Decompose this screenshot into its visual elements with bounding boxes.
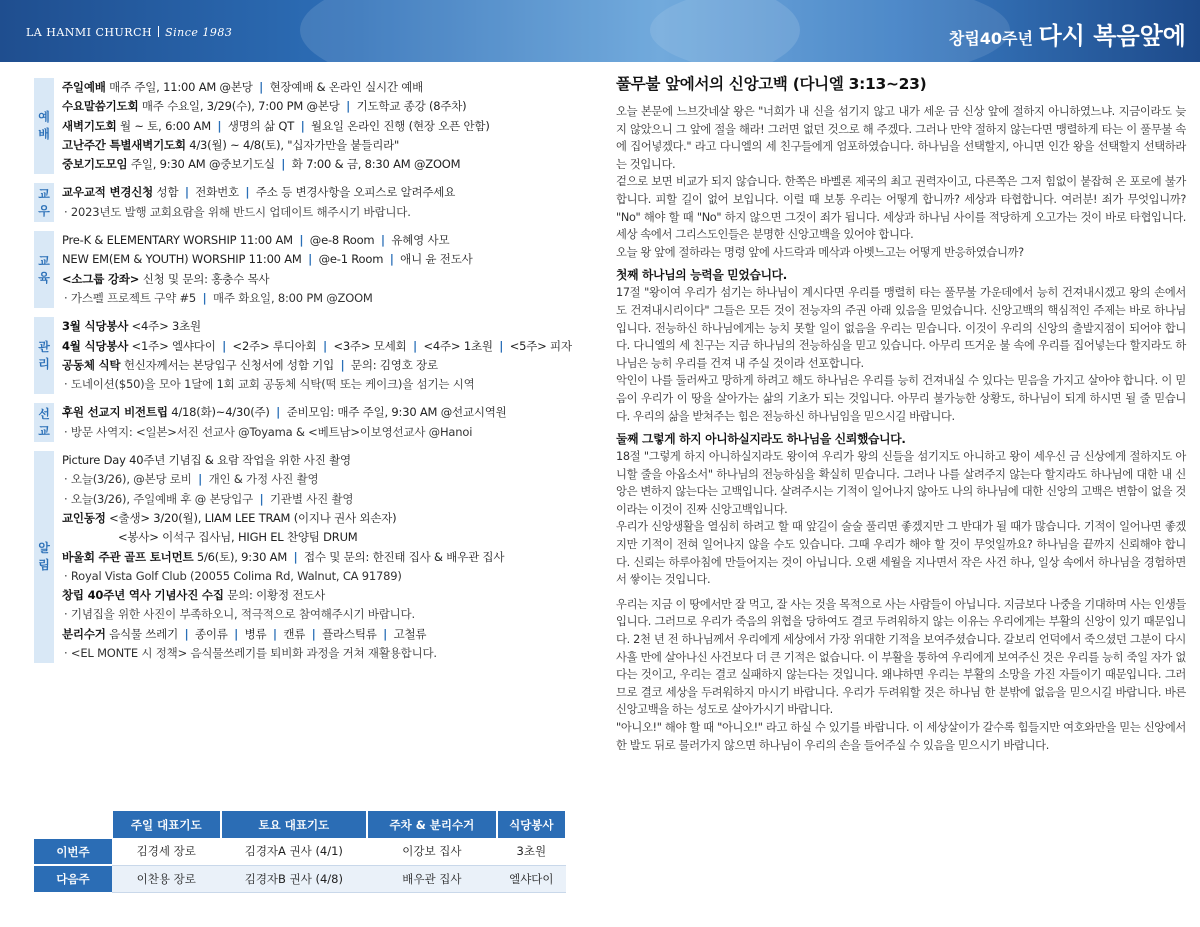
- table-header-cell: 토요 대표기도: [221, 811, 368, 838]
- label-char: 교: [38, 423, 50, 438]
- fellowship-note: · 2023년도 발행 교회요람을 위해 반드시 업데이트 해주시기 바랍니다.: [64, 204, 411, 219]
- news-note: · 오늘(3/26), @본당 로비 | 개인 & 가정 사진 촬영: [64, 472, 319, 487]
- anniversary-big: 다시 복음앞에: [1038, 22, 1186, 50]
- education-line: NEW EM(EM & YOUTH) WORSHIP 11:00 AM | @e-1 Room | 애니 윤 전도사: [62, 252, 473, 267]
- worship-line: 주일예배 매주 주일, 11:00 AM @본당 | 현장예배 & 온라인 실시간 예배: [62, 80, 424, 94]
- news-line: 교인동정 <출생> 3/20(월), LIAM LEE TRAM (이지나 권사 외손자): [62, 510, 397, 525]
- section-label-management: [34, 317, 54, 394]
- duty-table: [34, 811, 567, 893]
- news-line: Picture Day 40주년 기념집 & 요람 작업을 위한 사진 촬영: [62, 453, 351, 468]
- management-section: [34, 317, 582, 394]
- sermon-paragraph: 겉으로 보면 비교가 되지 않습니다. 한쪽은 바벨론 제국의 최고 권력자이고, 다른쪽은 그저 힘없이 붙잡혀 온 포로에 불가합니다. 피할 길이 없어 보입니다. 이럴 때 보통 우리는 어떻게 합니까? 세상과 타협합니다. 여러분! 죄가 무엇입니까? "No" 해야 할 때 "No" 하지 않으면 그것이 죄가 됩니다. 세상과 하나님 사이를 적당하게 오고가는 것이 바로 타협입니다. 세상 속에서 그리스도인들은 분명한 신앙고백을 있어야 합니다.: [616, 175, 1186, 242]
- news-body: [54, 451, 582, 663]
- worship-line: 중보기도모임 주일, 9:30 AM @중보기도실 | 화 7:00 & 금, 8:30 AM @ZOOM: [62, 157, 461, 172]
- label-char: 림: [38, 558, 50, 573]
- management-line: 4월 식당봉사 <1주> 엘샤다이 | <2주> 루디아회 | <3주> 모세회 | <4주> 1초원 | <5주> 피자: [62, 338, 572, 353]
- label-char: 교: [38, 186, 50, 201]
- sermon-paragraph: 우리는 지금 이 땅에서만 잘 먹고, 잘 사는 것을 목적으로 사는 사람들이 아닙니다. 지금보다 나중을 기대하며 사는 인생들입니다. 그러므로 우리가 죽음의 위협을 당하여도 결코 두려워하지 않는 이유는 우리에게는 부활의 신앙이 있기 때문입니다. 2천 년 전 하나님께서 우리에게 세상에서 가장 위대한 기적을 보여주셨습니다. 갈보리 언덕에서 죽으셨던 그분이 다시 사흘 만에 살아나신 사건보다 더 큰 기적은 없습니다. 이 부활을 통하여 우리에게 보여주신 것은 우리를 능히 죽일 자가 없다는 것이고, 우리는 결코 실패하지 않는다는 것입니다. 왜냐하면 우리는 부활의 소망을 가진 자들이기 때문입니다. 그러므로 결코 세상을 두려워하지 마시기 바랍니다. 우리가 두려워할 것은 하나님 한 분밖에 없음을 믿으시길 바랍니다. 바른 신앙고백을 하는 성도로 살아가시기 바랍니다.: [616, 597, 1186, 717]
- label-char: 교: [38, 253, 50, 268]
- management-line: 3월 식당봉사 <4주> 3초원: [62, 319, 201, 334]
- since-text: Since 1983: [165, 26, 233, 39]
- label-char: 선: [38, 406, 50, 421]
- sermon-paragraph: 오늘 왕 앞에 절하라는 명령 앞에 사드락과 메삭과 아벳느고는 어떻게 반응하였습니까?: [616, 245, 1024, 259]
- label-char: 배: [38, 127, 50, 142]
- table-header-cell: 주일 대표기도: [112, 811, 221, 838]
- news-note: · <EL MONTE 시 정책> 음식물쓰레기를 퇴비화 과정을 거쳐 재활용합니다.: [64, 646, 437, 661]
- news-note: · 오늘(3/26), 주일예배 후 @ 본당입구 | 기관별 사진 촬영: [64, 491, 354, 506]
- education-line: <소그룹 강좌> 신청 및 문의: 홍충수 목사: [62, 271, 270, 286]
- label-char: 리: [38, 356, 50, 371]
- news-section: [34, 451, 582, 663]
- section-label-mission: [34, 403, 54, 442]
- table-cell: 3초원: [497, 838, 566, 865]
- mission-body: [54, 403, 582, 442]
- sermon-column: [616, 72, 1186, 754]
- mission-section: [34, 403, 582, 442]
- mission-note: · 방문 사역지: <일본>서진 선교사 @Toyama & <베트남>이보영선교사 @Hanoi: [64, 424, 473, 439]
- management-note: · 도네이션($50)을 모아 1달에 1회 교회 공동체 식탁(떡 또는 케이크)을 섬기는 시역: [64, 377, 475, 392]
- sermon-paragraph: "아니오!" 해야 할 때 "아니오!" 라고 하실 수 있기를 바랍니다. 이 세상살이가 갈수록 힘들지만 여호와만을 믿는 신앙에서 한 발도 뒤로 물러가지 않으면 하나님이 우리의 손을 들어주실 수 있음을 믿으시기 바랍니다.: [616, 721, 1186, 752]
- header-banner: [0, 0, 1200, 62]
- sermon-subheading: 둘째 그렇게 하지 아니하실지라도 하나님을 신뢰했습니다.: [616, 432, 906, 447]
- worship-line: 수요말씀기도회 매주 수요일, 3/29(수), 7:00 PM @본당 | 기도학교 종강 (8주차): [62, 99, 467, 114]
- worship-section: [34, 78, 582, 174]
- table-row: [34, 865, 566, 892]
- news-line: 분리수거 음식물 쓰레기 | 종이류 | 병류 | 캔류 | 플라스틱류 | 고철류: [62, 626, 427, 641]
- news-note: · 기념집을 위한 사진이 부족하오니, 적극적으로 참여해주시기 바랍니다.: [64, 607, 415, 622]
- sermon-paragraph: 17절 "왕이여 우리가 섬기는 하나님이 계시다면 우리를 맹렬히 타는 풀무불 가운데에서 능히 건져내시겠고 왕의 손에서도 건져내시리이다" 그들은 모든 것이 전능자의 주권 아래 있음을 믿었습니다. 신앙고백의 핵심적인 주제는 바로 하나님입니다. 전능하신 하나님에게는 능치 못할 일이 없음을 우리는 믿습니다. 이것이 우리의 신앙의 출발지점이 되어야 합니다. 다니엘의 세 친구는 지금 하나님의 전능하심을 믿고 있습니다. 아무리 뜨거운 불 속에 우리를 집어넣는다 할지라도 하나님은 능히 우리를 건져 내 주실 것이라 선포합니다.: [616, 286, 1186, 370]
- table-header-cell: 주차 & 분리수거: [367, 811, 496, 838]
- announcements-column: [34, 78, 582, 672]
- sermon-subheading: 첫째 하나님의 능력을 믿었습니다.: [616, 268, 787, 283]
- church-title: LA HANMI CHURCH: [26, 26, 153, 39]
- label-char: 육: [38, 270, 50, 285]
- spacer: [616, 589, 1186, 596]
- table-cell: 엘샤다이: [497, 865, 566, 892]
- table-cell: 배우관 집사: [367, 865, 496, 892]
- education-body: [54, 231, 582, 308]
- row-label: 이번주: [34, 838, 112, 865]
- anniversary-logo: [949, 16, 1186, 51]
- education-note: · 가스펠 프로젝트 구약 #5 | 매주 화요일, 8:00 PM @ZOOM: [64, 290, 373, 305]
- church-name: [26, 26, 232, 39]
- news-line: <봉사> 이석구 집사님, HIGH EL 찬양팀 DRUM: [118, 530, 358, 545]
- fellowship-body: [54, 183, 582, 222]
- table-cell: 김경자B 권사 (4/8): [221, 865, 368, 892]
- worship-body: [54, 78, 582, 174]
- education-section: [34, 231, 582, 308]
- divider: [158, 26, 159, 37]
- management-body: [54, 317, 582, 394]
- sermon-title: 풀무불 앞에서의 신앙고백 (다니엘 3:13~23): [616, 75, 927, 93]
- section-label-education: [34, 231, 54, 308]
- fellowship-line: 교우교적 변경신청 성함 | 전화번호 | 주소 등 변경사항을 오피스로 알려주세요: [62, 185, 456, 200]
- row-label: 다음주: [34, 865, 112, 892]
- table-cell: 이강보 집사: [367, 838, 496, 865]
- section-label-fellowship: [34, 183, 54, 222]
- education-line: Pre-K & ELEMENTARY WORSHIP 11:00 AM | @e-8 Room | 유혜영 사모: [62, 233, 450, 248]
- table-corner: [34, 811, 112, 838]
- table-cell: 김경자A 권사 (4/1): [221, 838, 368, 865]
- sermon-paragraph: 오늘 본문에 느브갓네살 왕은 "너희가 내 신을 섬기지 않고 내가 세운 금 신상 앞에 절하지 아니하였느냐. 지금이라도 늦지 않았으니 그 앞에 절을 해라! 그러면 없던 것으로 해 주겠다. 그러나 만약 절하지 않는다면 맹렬하게 타는 이 풀무불 속에 집어넣겠다." 라고 다니엘의 세 친구들에게 엄포하였습니다. 하나님을 선택할지, 아니면 인간 왕을 선택할지 선택하라는 것입니다.: [616, 105, 1186, 171]
- section-label-worship: [34, 78, 54, 174]
- label-char: 예: [38, 110, 50, 125]
- table-cell: 김경세 장로: [112, 838, 221, 865]
- duty-table-header: [34, 811, 566, 838]
- anniversary-small: 창립40주년: [948, 29, 1033, 48]
- mission-line: 후원 선교지 비전트립 4/18(화)~4/30(주) | 준비모임: 매주 주일, 9:30 AM @선교시역원: [62, 405, 507, 420]
- worship-line: 고난주간 특별새벽기도회 4/3(월) ~ 4/8(토), "십자가만을 붙들리라": [62, 137, 400, 152]
- news-line: 바울회 주관 골프 토너먼트 5/6(토), 9:30 AM | 접수 및 문의: 한진태 집사 & 배우관 집사: [62, 549, 505, 564]
- sermon-paragraph: 악인이 나를 둘러싸고 망하게 하려고 해도 하나님은 우리를 능히 건져내실 수 있다는 믿음을 가지고 살아야 합니다. 이 믿음이 우리가 이 땅을 살아가는 삶의 기초가 되는 것입니다. 아무리 불가능한 상황도, 하나님이 되게 하시면 될 줄 믿습니다. 우리의 삶을 받쳐주는 힘은 전능하신 하나님임을 믿으시길 바랍니다.: [616, 374, 1186, 423]
- sermon-paragraph: 우리가 신앙생활을 열심히 하려고 할 때 앞길이 술술 풀리면 좋겠지만 그 반대가 될 때가 많습니다. 기적이 일어나면 좋겠지만 기적이 전혀 일어나지 않을 수도 있습니다. 그때 우리가 해야 할 것이 무엇일까요? 하나님을 끝까지 신뢰해야 합니다. 신뢰는 하루아침에 만들어지는 것이 아닙니다. 오랜 세월을 지나면서 작은 사건 하나, 일상 속에서 하나님을 경험하면서 쌓이는 것입니다.: [616, 520, 1186, 587]
- table-cell: 이찬용 장로: [112, 865, 221, 892]
- table-row: [34, 838, 566, 865]
- label-char: 알: [38, 541, 50, 556]
- label-char: 우: [38, 203, 50, 218]
- management-line: 공동체 식탁 헌신자께서는 본당입구 신청서에 성함 기입 | 문의: 김영호 장로: [62, 357, 438, 372]
- news-line: 창립 40주년 역사 기념사진 수집 문의: 이황정 전도사: [62, 588, 326, 603]
- fellowship-section: [34, 183, 582, 222]
- worship-line: 새벽기도회 월 ~ 토, 6:00 AM | 생명의 삶 QT | 월요일 온라인 진행 (현장 오픈 안함): [62, 118, 490, 133]
- news-note: · Royal Vista Golf Club (20055 Colima Rd, Walnut, CA 91789): [64, 568, 402, 583]
- section-label-news: [34, 451, 54, 663]
- table-header-cell: 식당봉사: [497, 811, 566, 838]
- sermon-paragraph: 18절 "그렇게 하지 아니하실지라도 왕이여 우리가 왕의 신들을 섬기지도 아니하고 왕이 세우신 금 신상에게 절하지도 아니할 줄을 아옵소서" 하나님의 전능하심을 확실히 믿습니다. 그러나 나를 살려주지 않는다 할지라도 하나님에 대한 내 신앙은 변하지 않는다는 고백입니다. 살려주시는 기적이 일어나지 않아도 나의 하나님에 대한 신앙의 고백은 변함이 없을 것이라는 이것이 진짜 신앙고백입니다.: [616, 450, 1186, 516]
- label-char: 관: [38, 339, 50, 354]
